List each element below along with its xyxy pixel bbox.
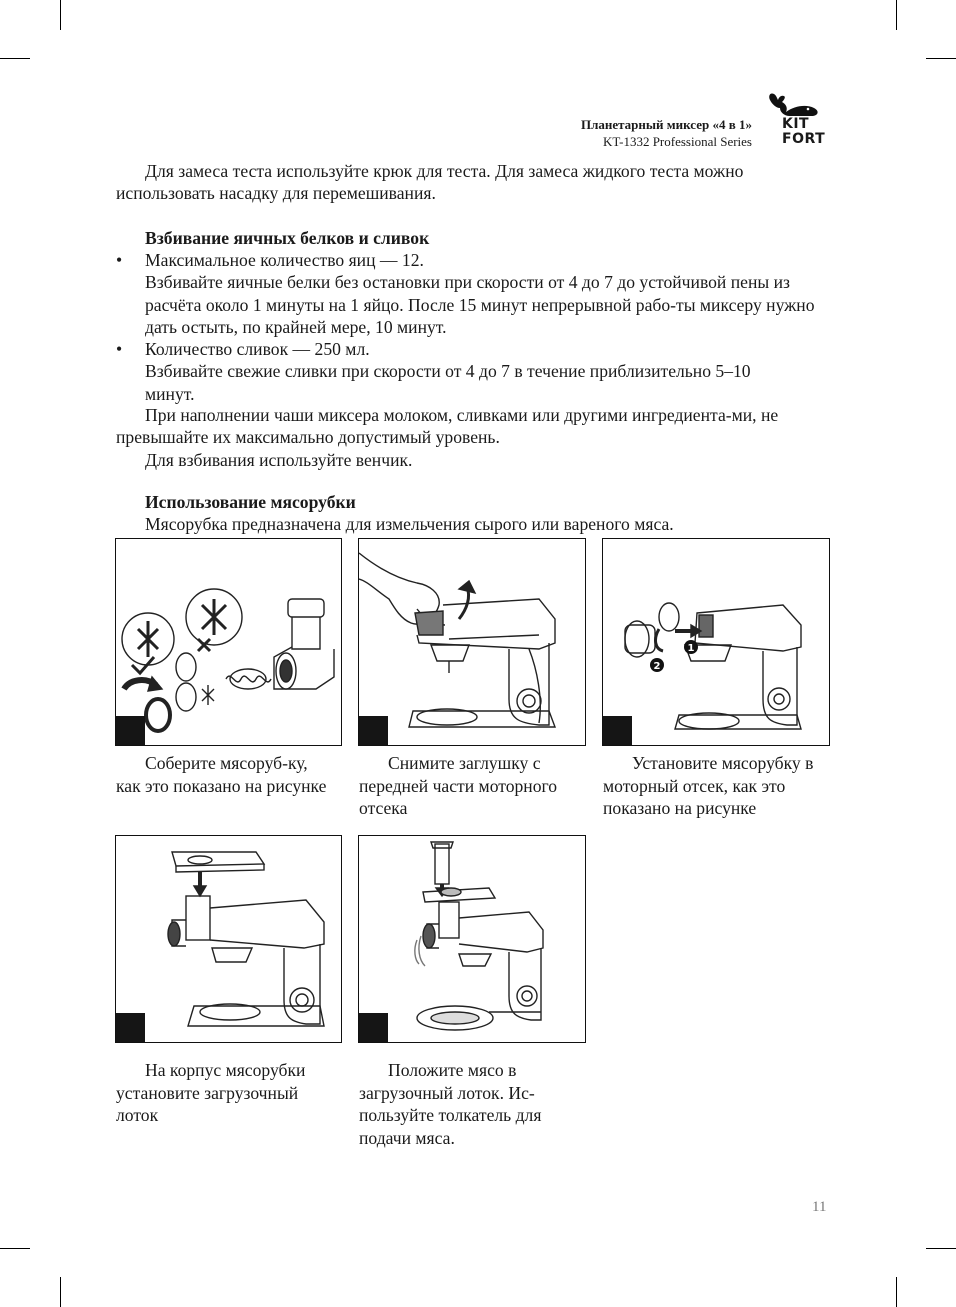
bullet2-text: Взбивайте свежие сливки при скорости от 4 до 7 в течение приблизительно 5–10 минут.: [145, 361, 751, 404]
bullet-icon: •: [116, 339, 123, 359]
figure-number-badge: [359, 716, 388, 745]
header-model: KT-1332 Professional Series: [602, 134, 752, 149]
figure-number-badge: [116, 716, 145, 745]
step-5-caption: Положите мясо в загрузочный лоток. Ис-пользуйте толкатель для подачи мяса.: [359, 1060, 542, 1148]
figure-number-badge: [116, 1013, 145, 1042]
grinder-parts-illustration: [116, 539, 342, 746]
step-2-caption: Снимите заглушку с передней части моторного отсека: [359, 753, 558, 818]
crop-mark: [926, 58, 956, 59]
bullet-icon: •: [116, 250, 123, 270]
step-4-caption: На корпус мясорубки установите загрузочный лоток: [116, 1060, 306, 1125]
callout-one-label: 1: [687, 643, 695, 654]
mixer-grinder-install-illustration: [603, 539, 830, 746]
figure-remove-cover: [358, 538, 586, 746]
callout-two-label: 2: [653, 661, 661, 672]
figure-mount-tray: [115, 835, 342, 1043]
figure-number-badge: [603, 716, 632, 745]
crop-mark: [0, 1248, 30, 1249]
crop-mark: [896, 0, 897, 30]
kitfort-logo-text: KIT FORT: [782, 116, 826, 147]
crop-mark: [926, 1248, 956, 1249]
running-header: [581, 116, 752, 150]
list-item: • Максимальное количество яиц — 12. Взбивайте яичные белки без остановки при скорости от 4 до 7 до устойчивой пены из расчёта около 1 минуты на 1 яйцо. После 15 минут непрерывной рабо-ты миксеру нужно дать остыть, по крайней мере, 10 минут.: [116, 249, 831, 338]
crop-mark: [896, 1277, 897, 1307]
grinder-intro: Мясорубка предназначена для измельчения сырого или вареного мяса.: [145, 514, 674, 534]
intro-paragraph: Для замеса теста используйте крюк для теста. Для замеса жидкого теста можно использовать насадку для перемешивания.: [116, 161, 744, 204]
crop-mark: [0, 58, 30, 59]
bullet1-text: Взбивайте яичные белки без остановки при скорости от 4 до 7 до устойчивой пены из расчёта около 1 минуты на 1 яйцо. После 15 минут непрерывной рабо-ты миксеру нужно дать остыть, по крайней мере, 10 минут.: [145, 272, 815, 337]
figure-install-grinder: [602, 538, 830, 746]
header-title: Планетарный миксер «4 в 1»: [580, 117, 752, 132]
whipping-heading: Взбивание яичных белков и сливок: [145, 228, 430, 248]
whisk-note: Для взбивания используйте венчик.: [145, 450, 413, 470]
step-3-caption: Установите мясорубку в моторный отсек, как это показано на рисунке: [603, 753, 814, 818]
crop-mark: [60, 0, 61, 30]
figure-feed-meat: [358, 835, 586, 1043]
figure-number-badge: [359, 1013, 388, 1042]
grinder-heading: Использование мясорубки: [145, 492, 356, 512]
fill-note: При наполнении чаши миксера молоком, сливками или другими ингредиента-ми, не превышайте их максимально допустимый уровень.: [116, 405, 779, 448]
crop-mark: [60, 1277, 61, 1307]
mixer-meat-feeding-illustration: [359, 836, 586, 1043]
mixer-tray-illustration: [116, 836, 342, 1043]
list-item: • Количество сливок — 250 мл. Взбивайте свежие сливки при скорости от 4 до 7 в течение приблизительно 5–10 минут.: [116, 338, 831, 405]
step-1-caption: Соберите мясоруб-ку, как это показано на рисунке: [116, 753, 327, 796]
page-number: 11: [812, 1199, 827, 1215]
figure-assemble-grinder: [115, 538, 342, 746]
mixer-hand-illustration: [359, 539, 586, 746]
